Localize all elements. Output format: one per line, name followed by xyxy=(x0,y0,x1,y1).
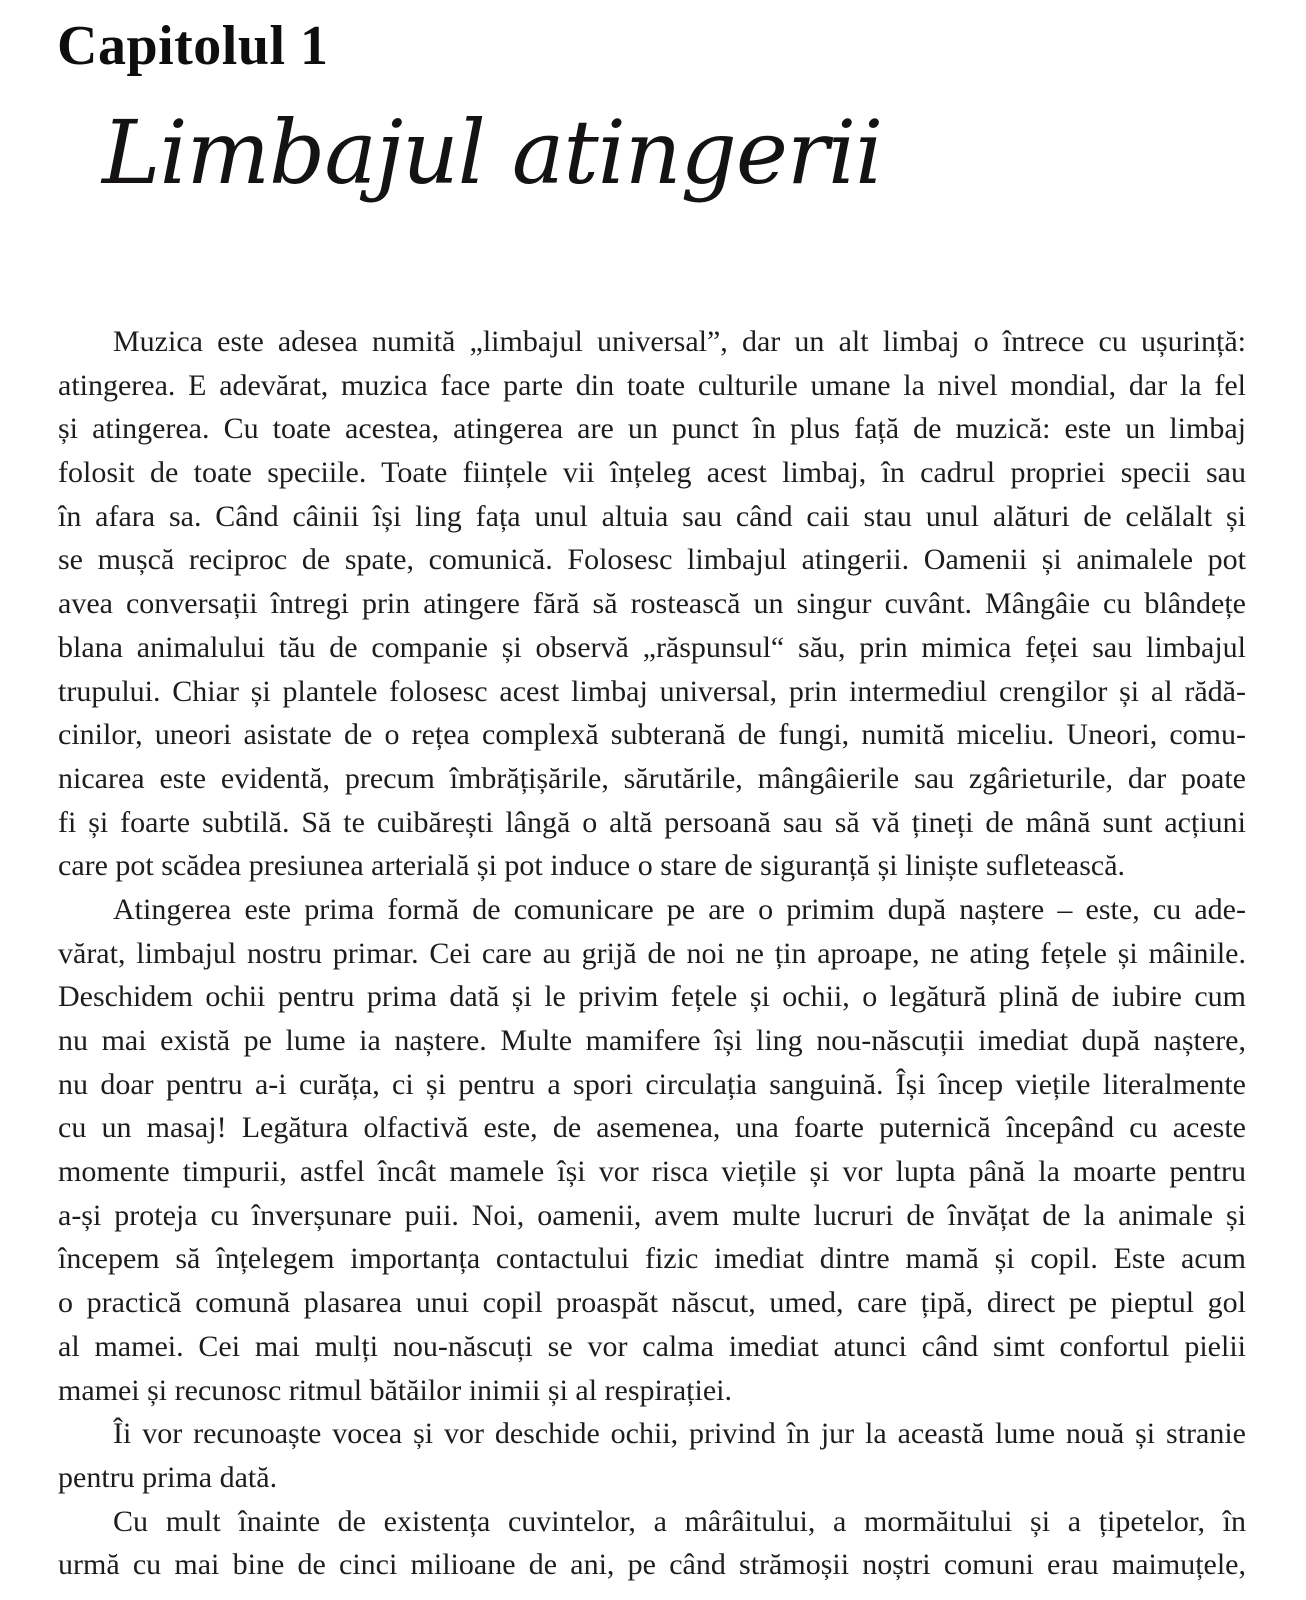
text-line: Muzica este adesea numită „limbajul universal”, dar un alt limbaj o întrece cu ușurință: xyxy=(113,325,1246,358)
text-line: în afara sa. Când câinii își ling fața unul altuia sau când caii stau unul alături de celălalt și xyxy=(58,499,1246,533)
paragraph xyxy=(58,888,1246,1412)
text-line: cu un masaj! Legătura olfactivă este, de asemenea, una foarte puternică începând cu aceste xyxy=(58,1111,1246,1145)
text-line: și atingerea. Cu toate acestea, atingerea are un punct în plus față de muzică: este un limbaj xyxy=(58,412,1246,446)
text-line: nu mai există pe lume ia naștere. Multe mamifere își ling nou-născuții imediat după naștere, xyxy=(58,1024,1246,1057)
text-line: se mușcă reciproc de spate, comunică. Folosesc limbajul atingerii. Oamenii și animalele pot xyxy=(58,543,1246,577)
text-line: blana animalului tău de companie și observă „răspunsul“ său, prin mimica feței sau limbajul xyxy=(58,630,1246,664)
text-line: nu doar pentru a-i curăța, ci și pentru a spori circulația sanguină. Își încep viețile literalmente xyxy=(58,1067,1246,1101)
text-line: care pot scădea presiunea arterială și pot induce o stare de siguranță și liniște sufletească. xyxy=(58,849,1126,883)
text-line: avea conversații întregi prin atingere fără să rostească un singur cuvânt. Mângâie cu blândețe xyxy=(58,587,1246,621)
text-line: pentru prima dată. xyxy=(58,1460,278,1494)
text-line: vărat, limbajul nostru primar. Cei care au grijă de noi ne țin aproape, ne ating fețele și mâinile. xyxy=(58,936,1246,970)
text-line: atingerea. E adevărat, muzica face parte din toate culturile umane la nivel mondial, dar la fel xyxy=(58,368,1246,402)
chapter-title: Limbajul atingerii xyxy=(102,101,883,204)
text-line: momente timpurii, astfel încât mamele își vor risca viețile și vor lupta până la moarte pentru xyxy=(58,1155,1246,1189)
text-line: nicarea este evidentă, precum îmbrățișările, sărutările, mângâierile sau zgârieturile, dar poate xyxy=(58,761,1246,795)
body-text xyxy=(58,320,1246,1587)
text-line: a-și proteja cu înverșunare puii. Noi, oamenii, avem multe lucruri de învățat de la animale și xyxy=(58,1198,1246,1232)
text-line: Îi vor recunoaște vocea și vor deschide ochii, privind în jur la această lume nouă și stranie xyxy=(113,1417,1246,1451)
text-line: mamei și recunosc ritmul bătăilor inimii și al respirației. xyxy=(58,1373,732,1407)
text-line: începem să înțelegem importanța contactului fizic imediat dintre mamă și copil. Este acum xyxy=(58,1242,1246,1276)
chapter-label: Capitolul 1 xyxy=(57,15,329,77)
text-line: folosit de toate speciile. Toate ființele vii înțeleg acest limbaj, în cadrul propriei specii sau xyxy=(58,456,1246,490)
text-line: al mamei. Cei mai mulți nou-născuți se vor calma imediat atunci când simt confortul pielii xyxy=(58,1329,1246,1363)
text-line: Cu mult înainte de existența cuvintelor, a mârâitului, a mormăitului și a țipetelor, în xyxy=(113,1504,1246,1538)
text-line: cinilor, uneori asistate de o rețea complexă subterană de fungi, numită miceliu. Uneori, comu- xyxy=(58,718,1246,752)
paragraph xyxy=(58,1412,1246,1499)
paragraph xyxy=(58,1500,1246,1587)
paragraph xyxy=(58,320,1246,888)
text-line: fi și foarte subtilă. Să te cuibărești lângă o altă persoană sau să vă țineți de mână sunt acțiuni xyxy=(58,805,1246,839)
text-line: o practică comună plasarea unui copil proaspăt născut, umed, care țipă, direct pe pieptul gol xyxy=(58,1286,1246,1320)
text-line: Atingerea este prima formă de comunicare pe are o primim după naștere – este, cu ade- xyxy=(113,892,1246,926)
text-line: trupului. Chiar și plantele folosesc acest limbaj universal, prin intermediul crengilor și al rădă- xyxy=(58,674,1246,708)
text-line: urmă cu mai bine de cinci milioane de ani, pe când strămoșii noștri comuni erau maimuțele, xyxy=(58,1548,1246,1582)
text-line: Deschidem ochii pentru prima dată și le privim fețele și ochii, o legătură plină de iubire cum xyxy=(58,980,1246,1014)
